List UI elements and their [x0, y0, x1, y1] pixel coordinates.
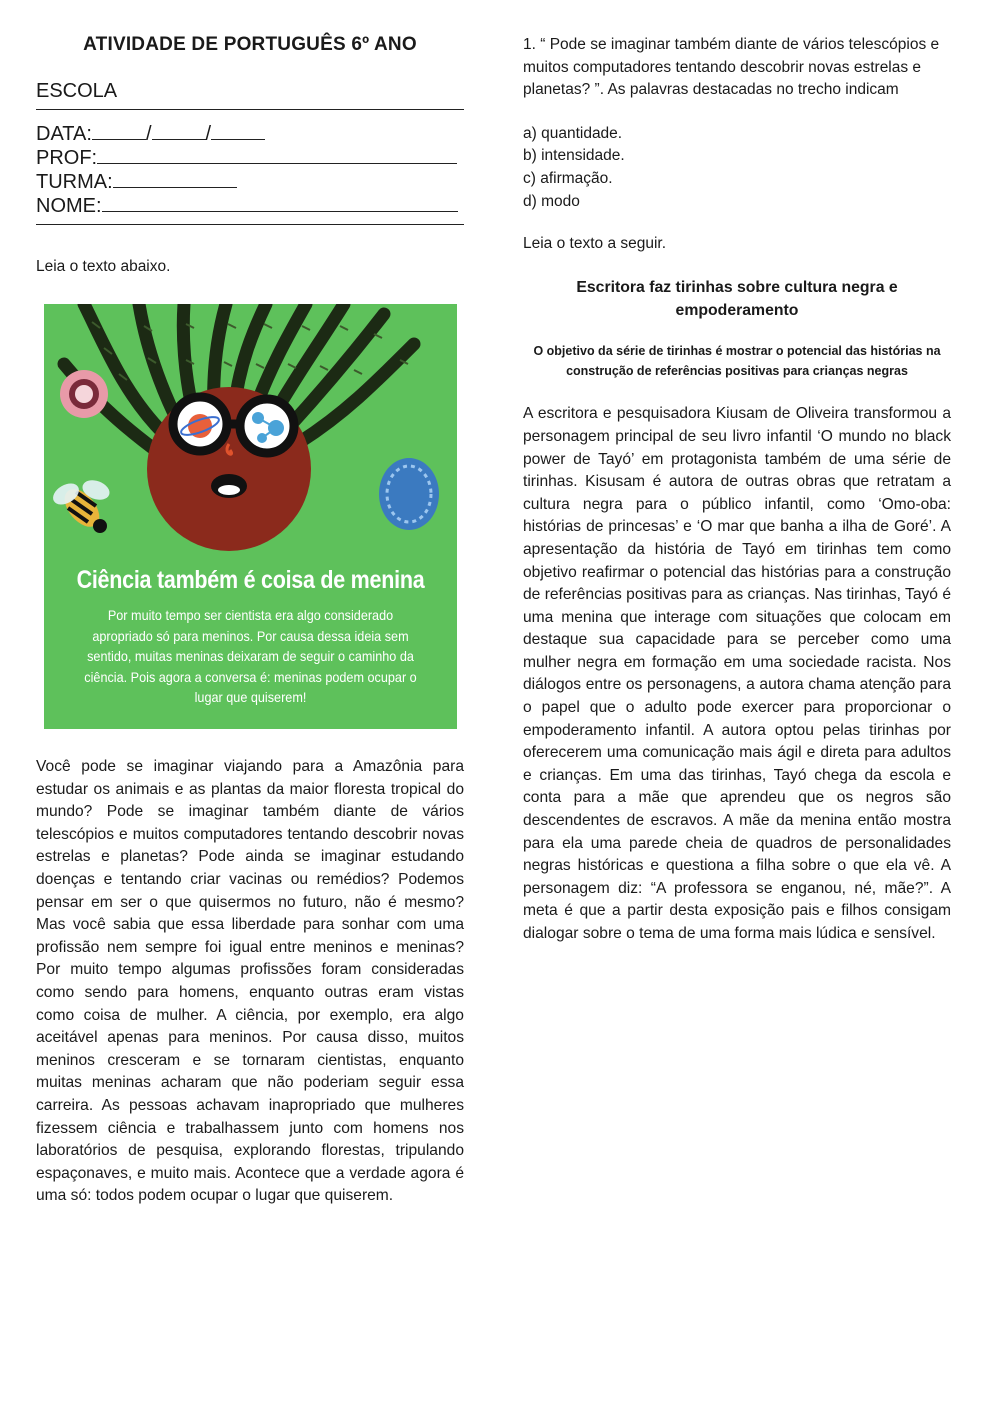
prof-field[interactable] — [36, 146, 464, 170]
option-b[interactable]: b) intensidade. — [523, 147, 625, 165]
prof-label: PROF: — [36, 147, 98, 169]
turma-field[interactable] — [36, 170, 464, 194]
data-day-blank[interactable] — [92, 122, 146, 140]
nome-field[interactable] — [36, 194, 464, 218]
question-1-stem: 1. “ Pode se imaginar também diante de vários telescópios e muitos computadores tentando descobrir novas estrelas e planetas? ”. As palavras destacadas no trecho indicam — [523, 36, 940, 99]
right-column — [523, 34, 951, 946]
left-intro: Leia o texto abaixo. — [36, 258, 171, 275]
turma-label: TURMA: — [36, 171, 113, 193]
prof-blank[interactable] — [97, 146, 457, 164]
poster-image — [44, 304, 457, 729]
nome-extra-line[interactable] — [36, 224, 464, 225]
poster-title: Ciência também é coisa de menina — [76, 566, 425, 594]
question-1 — [523, 34, 951, 213]
option-c[interactable]: c) afirmação. — [523, 169, 613, 187]
data-field[interactable] — [36, 122, 464, 146]
escola-line[interactable] — [36, 109, 464, 110]
data-label: DATA: — [36, 123, 92, 145]
option-a[interactable]: a) quantidade. — [523, 124, 623, 142]
nome-label: NOME: — [36, 195, 102, 217]
data-year-blank[interactable] — [211, 122, 265, 140]
cell-icon — [60, 370, 108, 418]
left-column — [36, 34, 464, 1208]
bacteria-circle-icon — [379, 458, 439, 530]
data-slash: / — [145, 123, 152, 145]
data-month-blank[interactable] — [152, 122, 206, 140]
escola-label: ESCOLA — [36, 80, 118, 102]
article-subtitle: O objetivo da série de tirinhas é mostrar o potencial das histórias na construção de referências positivas para crianças negras — [533, 344, 941, 378]
option-d[interactable]: d) modo — [523, 192, 580, 210]
worksheet-title: ATIVIDADE DE PORTUGUÊS 6º ANO — [83, 34, 417, 55]
bee-icon — [49, 477, 112, 533]
poster-body: Por muito tempo ser cientista era algo considerado apropriado só para meninos. Por causa dessa ideia sem sentido, muitas meninas deixaram de seguir o caminho da ciência. Pois agora a conversa é: meninas podem ocupar o lugar que quiserem! — [84, 608, 417, 706]
left-reading-text: Você pode se imaginar viajando para a Amazônia para estudar os animais e as plantas da maior floresta tropical do mundo? Pode se imaginar também diante de vários telescópios e muitos computadores tentando descobrir novas estrelas e planetas? Pode ainda se imaginar estudando doenças e tentando criar vacinas ou remédios? Podemos pensar em ser o que quisermos no futuro, não é mesmo? Mas você sabia que essa liberdade para sonhar com uma profissão nem sempre foi igual entre meninos e meninas? Por muito tempo algumas profissões foram consideradas como sendo para homens, enquanto outras eram vistas como coisa de mulher. A ciência, por exemplo, era algo aceitável apenas para meninos. Por causa disso, muitos meninos cresceram e se tornaram cientistas, enquanto muitas meninas acharam que não poderiam seguir essa carreira. As pessoas achavam inapropriado que mulheres fizessem ciência e trabalhassem junto com homens nos laboratórios de pesquisa, explorando florestas, tripulando espaçonaves, e muito mais. Acontece que a verdade agora é uma só: todos podem ocupar o lugar que quiserem. — [36, 758, 464, 1205]
data-slash: / — [205, 123, 212, 145]
turma-blank[interactable] — [113, 170, 237, 188]
read-prompt: Leia o texto a seguir. — [523, 235, 667, 253]
article-body: A escritora e pesquisadora Kiusam de Oliveira transformou a personagem principal de seu livro infantil ‘O mundo no black power de Tayó’ em protagonista também de uma série de tirinhas. Kisusam é autora de outras obras que retratam a cultura negra para o público infantil, como ‘Omo-oba: histórias de princesas’ e ‘O mar que banha a ilha de Goré’. A apresentação da história de Tayó em tirinhas tem como objetivo reafirmar o potencial das histórias para a construção de referências positivas para as crianças. Nas tirinhas, Tayó é uma menina que interage com situações que colocam em destaque sua capacidade para se perceber como uma mulher negra em formação em uma sociedade racista. Nos diálogos entre os personagens, a autora chama atenção para o papel que o adulto pode exercer para proporcionar o empoderamento infantil. A autora optou pelas tirinhas por oferecerem uma comunicação mais ágil e direta para adultos e crianças. Em uma das tirinhas, Tayó chega da escola e conta para a mãe que aprendeu que os negros são descendentes de escravos. A mãe da menina então mostra para ela uma parede cheia de quadros de personalidades negras históricas e questiona a filha sobre o que ela vê. A personagem diz: “A professora se enganou, né, mãe?”. A meta é que a partir desta exposição pais e filhos consigam dialogar sobre o tema de uma forma mais lúdica e sensível. — [523, 405, 951, 942]
article-title: Escritora faz tirinhas sobre cultura negra e empoderamento — [576, 279, 898, 319]
nome-blank[interactable] — [102, 194, 458, 212]
